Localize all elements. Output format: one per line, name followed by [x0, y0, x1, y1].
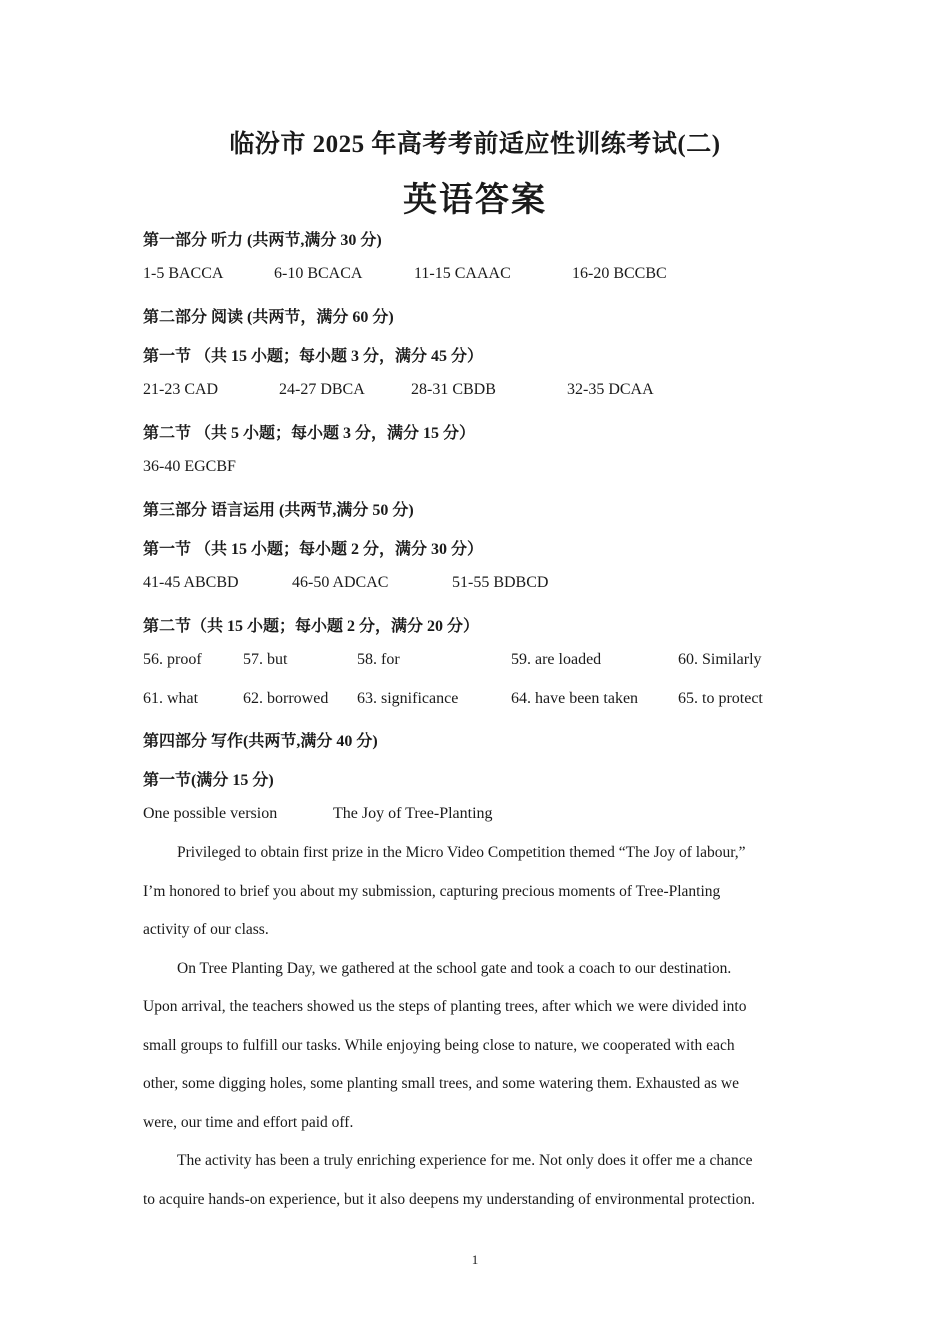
answer-group: 51-55 BDBCD: [452, 574, 549, 591]
version-label: One possible version: [143, 805, 278, 822]
answer-group: 32-35 DCAA: [567, 381, 654, 398]
cloze-answer: 58. for: [357, 651, 400, 668]
cloze-answer: 65. to protect: [678, 690, 763, 707]
answer-group: 6-10 BCACA: [274, 265, 363, 282]
part3-section1-heading: 第一节 （共 15 小题；每小题 2 分，满分 30 分）: [143, 541, 484, 558]
answer-group: 24-27 DBCA: [279, 381, 365, 398]
essay-title: The Joy of Tree-Planting: [333, 805, 493, 822]
essay-line: small groups to fulfill our tasks. While enjoying being close to nature, we cooperated with each: [143, 1037, 735, 1054]
essay-line: On Tree Planting Day, we gathered at the school gate and took a coach to our destination.: [177, 960, 732, 977]
part3-section2-heading: 第二节（共 15 小题；每小题 2 分，满分 20 分）: [143, 618, 480, 635]
answer-group: 41-45 ABCBD: [143, 574, 239, 591]
answer-group: 1-5 BACCA: [143, 265, 224, 282]
part4-heading: 第四部分 写作(共两节,满分 40 分): [143, 733, 378, 750]
essay-line: I’m honored to brief you about my submission, capturing precious moments of Tree-Planting: [143, 883, 721, 900]
answer-group: 28-31 CBDB: [411, 381, 496, 398]
answer-group: 21-23 CAD: [143, 381, 219, 398]
essay-line: Upon arrival, the teachers showed us the steps of planting trees, after which we were divided into: [143, 998, 747, 1015]
page-number: 1: [471, 1252, 479, 1267]
essay-line: to acquire hands-on experience, but it also deepens my understanding of environmental protection.: [143, 1191, 756, 1208]
answer-group: 36-40 EGCBF: [143, 458, 236, 475]
essay-line: activity of our class.: [143, 921, 269, 938]
part2-section1-heading: 第一节 （共 15 小题；每小题 3 分，满分 45 分）: [143, 348, 484, 365]
cloze-answer: 61. what: [143, 690, 199, 707]
cloze-answer: 60. Similarly: [678, 651, 762, 668]
cloze-answer: 64. have been taken: [511, 690, 639, 707]
essay-line: other, some digging holes, some planting small trees, and some watering them. Exhausted as we: [143, 1075, 740, 1092]
page-title: 临汾市 2025 年高考考前适应性训练考试(二): [229, 131, 721, 158]
cloze-answer: 62. borrowed: [243, 690, 329, 707]
part3-heading: 第三部分 语言运用 (共两节,满分 50 分): [143, 502, 414, 519]
part4-section1-heading: 第一节(满分 15 分): [143, 772, 274, 789]
essay-line: Privileged to obtain first prize in the Micro Video Competition themed “The Joy of labour,”: [177, 844, 746, 861]
essay-line: were, our time and effort paid off.: [143, 1114, 354, 1131]
part1-heading: 第一部分 听力 (共两节,满分 30 分): [143, 232, 382, 249]
essay-line: The activity has been a truly enriching experience for me. Not only does it offer me a chance: [177, 1152, 753, 1169]
cloze-answer: 59. are loaded: [511, 651, 602, 668]
answer-group: 16-20 BCCBC: [572, 265, 667, 282]
part2-section2-heading: 第二节 （共 5 小题；每小题 3 分，满分 15 分）: [143, 425, 476, 442]
cloze-answer: 56. proof: [143, 651, 202, 668]
answer-group: 11-15 CAAAC: [414, 265, 511, 282]
part2-heading: 第二部分 阅读 (共两节，满分 60 分): [143, 309, 394, 326]
cloze-answer: 63. significance: [357, 690, 459, 707]
cloze-answer: 57. but: [243, 651, 288, 668]
answer-group: 46-50 ADCAC: [292, 574, 389, 591]
page-subtitle: 英语答案: [403, 182, 547, 219]
